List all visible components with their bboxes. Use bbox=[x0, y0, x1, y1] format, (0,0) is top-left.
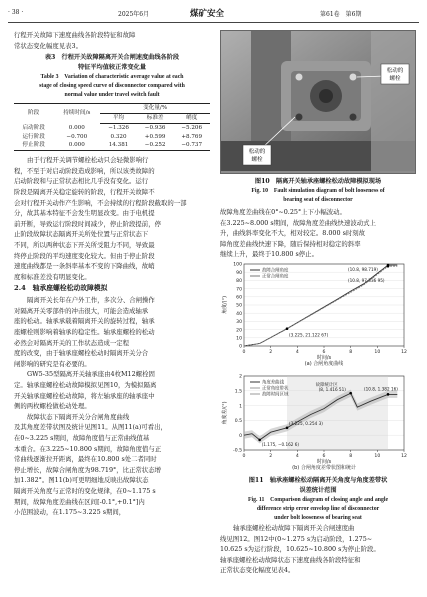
annotation-label: (3.225, 0.254 3) bbox=[289, 420, 323, 426]
text-line: 速度曲线都是一条斜率基本不变的下降曲线，故峭 bbox=[14, 262, 155, 271]
annotation-marker bbox=[286, 426, 289, 429]
text-line: 止阶段故障状态隔离开关所处位置与正常状态下 bbox=[14, 230, 149, 239]
y-tick-label: 1 bbox=[239, 404, 242, 410]
text-line: 加1.382°。图11(b)可更明细地反映出故障状态 bbox=[14, 476, 149, 485]
text-line: 启动阶段和与正常状态相比几乎没有变化。运行 bbox=[14, 177, 149, 186]
y-tick-label: 70 bbox=[236, 287, 242, 293]
table-header: 持续时间/s bbox=[53, 104, 100, 124]
chart-b bbox=[220, 372, 416, 476]
fig11-caption-cn-1: 图11 轴承座螺栓松动隔离开关角度与角度差带状 bbox=[248, 476, 388, 484]
fig10-caption-en-1: Fig. 10 Fault simulation diagram of bolt looseness of bbox=[251, 188, 385, 194]
table-cell: 停止阶段 bbox=[14, 141, 53, 150]
journal-name: 煤矿安全 bbox=[190, 9, 225, 19]
table-header: 变化量/% bbox=[100, 104, 210, 114]
issue-date: 2025年6月 bbox=[118, 11, 150, 18]
legend-label: 故障时间区域 bbox=[262, 392, 289, 398]
table3-title-en-2: stage of closing speed curve of disconnector compared with bbox=[39, 83, 185, 90]
text-line: 终停止阶段的平均速度变化较大。但由于停止阶段 bbox=[14, 251, 155, 260]
body-paragraph bbox=[14, 295, 210, 369]
text-line: 正常状态变化幅度见表4。 bbox=[220, 566, 295, 575]
text-line: 闸影响的研究是有必要的。 bbox=[14, 359, 91, 368]
right-column bbox=[220, 30, 416, 576]
text-line: 10.625 s为运行阶段，10.625~10.800 s为停止阶段。 bbox=[220, 545, 380, 554]
y-tick-label: -0.5 bbox=[233, 448, 242, 454]
table-cell: −0.936 bbox=[144, 124, 166, 131]
x-tick-label: 8 bbox=[349, 453, 353, 459]
table-cell: −1.326 bbox=[108, 124, 129, 131]
text-line: 程，不至于对启动阶段造成影响，所以该类故障的 bbox=[14, 166, 155, 175]
annotation-marker bbox=[387, 393, 390, 396]
x-tick-label: 8 bbox=[349, 349, 353, 355]
text-line: 开关轴承座螺栓松动故障，将左轴承座的轴承座中 bbox=[14, 391, 155, 400]
text-line: 前开断，导致运行阶段时间减少，停止阶段提前，停 bbox=[14, 219, 161, 228]
y-tick-label: 0 bbox=[239, 433, 242, 439]
volume-issue: 第61卷 第6期 bbox=[320, 11, 362, 18]
text-line: 隔离开关长年在户外工作，多次分、合闸操作 bbox=[27, 296, 155, 305]
table-header: 平均 bbox=[100, 113, 137, 123]
y-axis-label: 角度差/(°) bbox=[222, 401, 228, 425]
fig10-photo bbox=[220, 30, 416, 174]
text-line: 本重合。在3.225~10.800 s期间，故障角度值与正 bbox=[14, 444, 162, 453]
text-line: 小范围波动，在1.175~3.225 s期间， bbox=[14, 508, 126, 517]
text-line: 障角度差曲线快速下降，随后保持相对稳定的斜率 bbox=[220, 239, 361, 248]
intro-text bbox=[14, 30, 210, 51]
section-heading: 2.4 轴承座螺栓松动故障模拟 bbox=[14, 284, 108, 293]
x-tick-label: 0 bbox=[242, 349, 246, 355]
annotation-label: (3.225, 21.122 67) bbox=[289, 332, 329, 338]
text-line: 阶段是隔离开关稳定旋转的阶段，行程开关故障不 bbox=[14, 187, 155, 196]
text-line: 常曲线逐渐拉开距离，最终在10.800 s处二者同时 bbox=[14, 455, 157, 464]
left-column bbox=[14, 30, 210, 518]
page-header bbox=[8, 9, 419, 21]
text-line: 分，故其基本特征不会发生明显改变。由于电机提 bbox=[14, 209, 155, 218]
annotation-label: (10.8, 1.382 16) bbox=[364, 386, 398, 392]
body-paragraph bbox=[14, 155, 210, 282]
body-paragraph bbox=[220, 523, 416, 576]
body-paragraph bbox=[220, 207, 416, 260]
table-cell: 启动阶段 bbox=[22, 124, 45, 131]
text-line: 继续上升，最终于10.800 s停止。 bbox=[220, 250, 318, 259]
zone-label: 故障统计区 bbox=[315, 382, 338, 388]
bearing-seat-photo bbox=[221, 31, 415, 171]
text-line: 停止增长，故障合闸角度为98.719°，比正常状态增 bbox=[14, 465, 161, 474]
legend-label: 正常合闸角度 bbox=[262, 274, 289, 280]
table-cell: +8.769 bbox=[181, 133, 203, 140]
legend-label: 故障合闸角度 bbox=[262, 268, 289, 274]
y-tick-label: 60 bbox=[236, 295, 242, 301]
text-line: 不同，所以两种状态下开关所受阻力不同，导致最 bbox=[14, 240, 155, 249]
text-line: 轴承座螺栓松动故障下隔离开关合闸速度曲 bbox=[233, 523, 355, 532]
y-tick-label: 0.5 bbox=[234, 419, 242, 425]
text-line: 在3.225~8.000 s期间，故障角度差曲线快速波动式上 bbox=[220, 218, 376, 227]
chart-b-svg bbox=[220, 372, 416, 476]
x-axis-label: 时间/s bbox=[316, 458, 332, 465]
x-axis-label: 时间/s bbox=[316, 354, 332, 361]
table3-title-cn-2: 特征平均值较正常变化量 bbox=[77, 64, 147, 72]
text-line: 度和标准差没有明显变化。 bbox=[14, 272, 91, 281]
fig10-caption-en-2: bearing seat of disconnector bbox=[283, 197, 353, 203]
table-cell: 0.000 bbox=[53, 141, 100, 150]
table-cell: −5.206 bbox=[181, 124, 203, 131]
body-paragraph bbox=[14, 369, 210, 411]
fig10-caption-cn: 图10 隔离开关轴承座螺栓松动故障模拟现场 bbox=[254, 178, 382, 185]
text-line: 线见图12。图12中(0~1.275 s为启动阶段，1.275~ bbox=[220, 534, 373, 543]
table3-title-en-1: Table 3 Variation of characteristic average value at each bbox=[40, 74, 184, 81]
text-line: 会对行程开关动作产生影响，不会持续的行程阶段截取的一部 bbox=[14, 198, 187, 207]
text-line: 座螺栓则影响着轴承的稳定性。轴承座螺栓的松动 bbox=[14, 328, 155, 337]
header-rule bbox=[8, 22, 419, 23]
text-line: 期间，故障角度差曲线在区间[-0.1°,+0.1°]内 bbox=[14, 497, 145, 506]
table-row bbox=[14, 141, 210, 150]
x-tick-label: 6 bbox=[322, 453, 326, 459]
body-paragraph bbox=[14, 412, 210, 518]
table-cell: −0.252 bbox=[137, 141, 174, 150]
y-tick-label: 0 bbox=[239, 344, 242, 350]
table-header: 标准差 bbox=[137, 113, 174, 123]
page-number: · 38 · bbox=[8, 9, 24, 16]
table-cell: −0.700 bbox=[66, 133, 88, 140]
y-axis-label: 角度/(°) bbox=[222, 295, 228, 315]
fig11-caption-en-1: Fig. 11 Comparison diagram of closing angle and angle bbox=[247, 496, 389, 503]
y-tick-label: 10 bbox=[236, 336, 242, 342]
text-line: 行程开关故障下速度曲线各阶段特征和故障 bbox=[14, 31, 136, 39]
y-tick-label: 2 bbox=[239, 374, 242, 380]
chart-a bbox=[220, 260, 416, 372]
table3-title-en-3: normal value under travel switch fault bbox=[64, 92, 160, 99]
table-header: 峭度 bbox=[173, 113, 210, 123]
text-line: GW5-35型隔离开关轴承座由4枚M12螺栓固 bbox=[27, 370, 155, 379]
text-line: 升，曲线斜率变化不大，相对较定。8.000 s时刻故 bbox=[220, 229, 366, 238]
text-line: 及其角度差带状图及统计见图11。从图11(a)可看出， bbox=[14, 423, 167, 432]
photo-label-left-1: 松动的 bbox=[248, 149, 266, 155]
chart-title: (a) 合闸角度曲线 bbox=[304, 360, 344, 367]
annotation-label: (1.175, −0.162 6) bbox=[261, 441, 300, 447]
table-cell: 0.320 bbox=[110, 133, 127, 140]
x-tick-label: 4 bbox=[295, 349, 299, 355]
photo-label-right-1: 松动的 bbox=[386, 68, 404, 74]
chart-title: (b) 合闸角度差带状图和统计 bbox=[292, 464, 356, 471]
y-tick-label: 30 bbox=[236, 320, 242, 326]
x-tick-label: 4 bbox=[295, 453, 299, 459]
text-line: 对隔离开关零部件的冲击很大，可能会造成轴承 bbox=[14, 306, 149, 315]
text-line: 轴承座螺栓松动故障状态下速度曲线各阶段特征和 bbox=[220, 555, 361, 564]
legend-label: 角度差曲线 bbox=[262, 380, 284, 386]
annotation-marker bbox=[387, 265, 390, 268]
fig11-caption-cn-2: 误差统计范围 bbox=[299, 486, 337, 494]
text-line: 故障角度差曲线在0°~0.25°上下小幅波动。 bbox=[220, 208, 346, 216]
x-tick-label: 12 bbox=[401, 349, 407, 355]
annotation-marker bbox=[349, 392, 352, 395]
text-line: 在0~3.225 s期间，故障角度值与正常曲线值基 bbox=[14, 434, 150, 443]
annotation-label: (10.8, 98.719) bbox=[348, 267, 378, 273]
text-line: 必然会对隔离开关的工作状态造成一定程 bbox=[14, 338, 130, 347]
annotation-label: (8, 1.416 51) bbox=[318, 387, 346, 393]
table-cell: +0.599 bbox=[144, 133, 166, 140]
table-cell: 14.381 bbox=[100, 141, 137, 150]
table-cell: −0.737 bbox=[173, 141, 210, 150]
chart-a-svg bbox=[220, 260, 416, 372]
y-tick-label: 20 bbox=[236, 328, 242, 334]
y-tick-label: 100 bbox=[233, 262, 242, 268]
x-tick-label: 6 bbox=[322, 349, 326, 355]
y-tick-label: 90 bbox=[236, 270, 242, 276]
y-tick-label: 80 bbox=[236, 279, 242, 285]
x-tick-label: 2 bbox=[269, 453, 273, 459]
table3 bbox=[14, 103, 210, 151]
fig11-caption-en-2: difference strip error envelop line of disconnector bbox=[256, 505, 380, 512]
text-line: 常状态变化幅度见表3。 bbox=[14, 41, 82, 50]
photo-label-right-2: 螺栓 bbox=[389, 76, 401, 82]
x-tick-label: 0 bbox=[242, 453, 246, 459]
table-cell: 0.000 bbox=[68, 124, 85, 131]
fig11-caption-en-3: under bolt looseness of bearing seat bbox=[274, 514, 362, 521]
text-line: 座的松动。轴承承载着隔离开关的旋转过程，轴承 bbox=[14, 317, 155, 326]
photo-label-left-2: 螺栓 bbox=[251, 157, 263, 163]
x-tick-label: 10 bbox=[374, 349, 381, 355]
text-line: 隔离开关角度与正常时的变化规律，在0~1.175 s bbox=[14, 486, 156, 495]
text-line: 侧的两枚螺栓做松动处理。 bbox=[14, 402, 91, 411]
text-line: 度的改变，由于轴承座螺栓松动时隔离开关分合 bbox=[14, 349, 149, 358]
table-cell: 运行阶段 bbox=[22, 133, 45, 140]
annotation-label: (10.8, 97.336 95) bbox=[348, 278, 385, 284]
text-line: 由于行程开关调节螺栓松动只会轻微影响行 bbox=[27, 156, 149, 165]
y-tick-label: 1.5 bbox=[234, 389, 242, 395]
table-header: 阶段 bbox=[14, 104, 53, 124]
x-tick-label: 10 bbox=[374, 453, 381, 459]
y-tick-label: 50 bbox=[236, 303, 242, 309]
text-line: 故障状态下隔离开关分合闸角度曲线 bbox=[27, 412, 130, 421]
legend-label: 正常角度带状 bbox=[262, 386, 289, 392]
table-row bbox=[14, 133, 210, 142]
table3-title-cn: 表3 行程开关故障隔离开关合闸速度曲线各阶段 bbox=[44, 54, 180, 62]
text-line: 定。轴承座螺栓松动故障模拟见图10，为模拟隔离 bbox=[14, 381, 157, 390]
annotation-marker bbox=[286, 327, 289, 330]
y-tick-label: 40 bbox=[236, 311, 242, 317]
table-row bbox=[14, 123, 210, 132]
annotation-marker bbox=[258, 439, 261, 442]
x-tick-label: 12 bbox=[401, 453, 407, 459]
x-tick-label: 2 bbox=[269, 349, 273, 355]
